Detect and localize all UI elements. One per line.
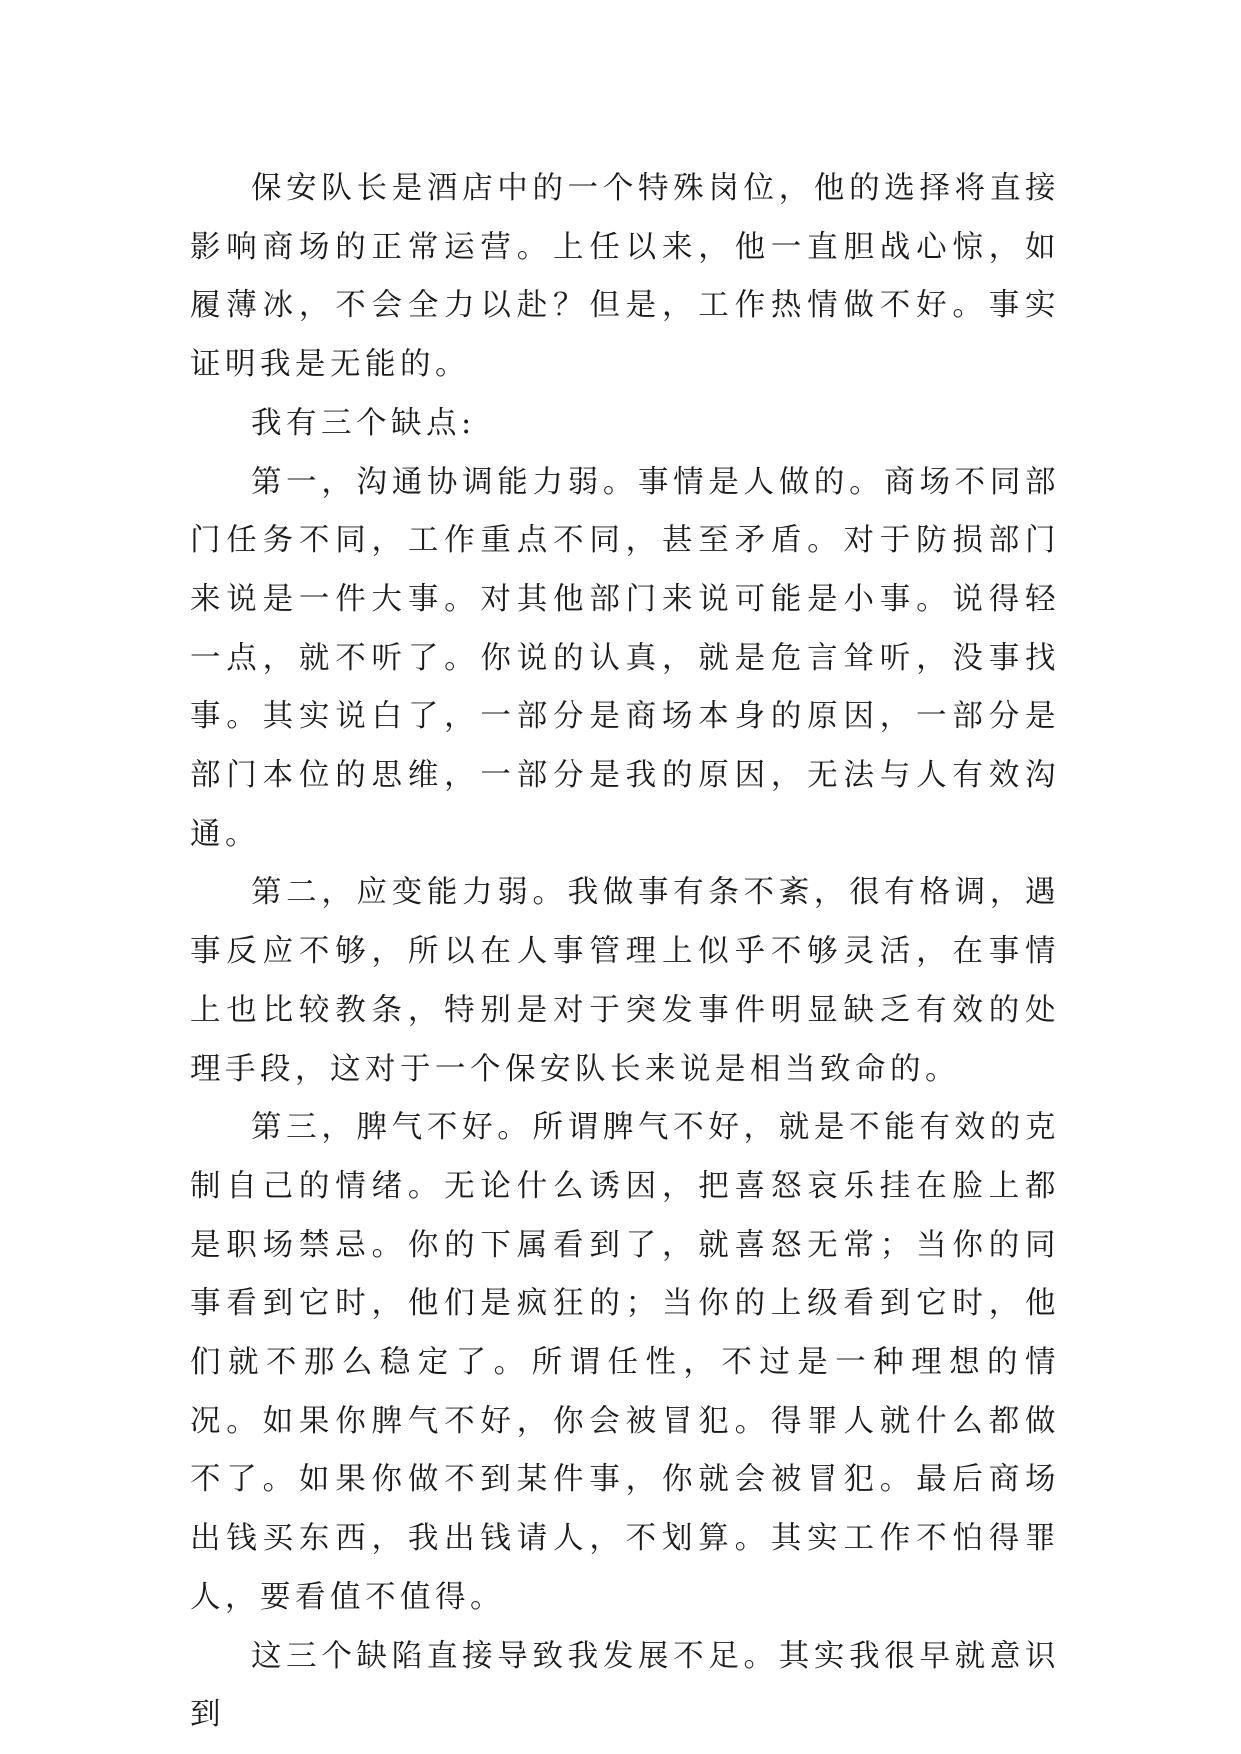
paragraph-conclusion: 这三个缺陷直接导致我发展不足。其实我很早就意识到 [190, 1638, 1060, 1733]
paragraph-third-shortcoming: 第三，脾气不好。所谓脾气不好，就是不能有效的克制自己的情绪。无论什么诱因，把喜怒哀乐挂在脸上都是职场禁忌。你的下属看到了，就喜怒无常；当你的同事看到它时，他们是疯狂的；当你的上级看到它时，他们就不那么稳定了。所谓任性，不过是一种理想的情况。如果你脾气不好，你会被冒犯。得罪人就什么都做不了。如果你做不到某件事，你就会被冒犯。最后商场出钱买东西，我出钱请人，不划算。其实工作不怕得罪人，要看值不值得。 [190, 1110, 1060, 1615]
paragraph-second-shortcoming: 第二，应变能力弱。我做事有条不紊，很有格调，遇事反应不够，所以在人事管理上似乎不够灵活，在事情上也比较教条，特别是对于突发事件明显缺乏有效的处理手段，这对于一个保安队长来说是相当致命的。 [190, 875, 1060, 1087]
paragraph-intro: 保安队长是酒店中的一个特殊岗位，他的选择将直接影响商场的正常运营。上任以来，他一直胆战心惊，如履薄冰，不会全力以赴？但是，工作热情做不好。事实证明我是无能的。 [190, 171, 1060, 383]
body-text [190, 160, 1060, 1745]
paragraph-shortcomings-heading: 我有三个缺点: [251, 405, 476, 441]
paragraph-first-shortcoming: 第一，沟通协调能力弱。事情是人做的。商场不同部门任务不同，工作重点不同，甚至矛盾。对于防损部门来说是一件大事。对其他部门来说可能是小事。说得轻一点，就不听了。你说的认真，就是危言耸听，没事找事。其实说白了，一部分是商场本身的原因，一部分是部门本位的思维，一部分是我的原因，无法与人有效沟通。 [190, 464, 1060, 852]
